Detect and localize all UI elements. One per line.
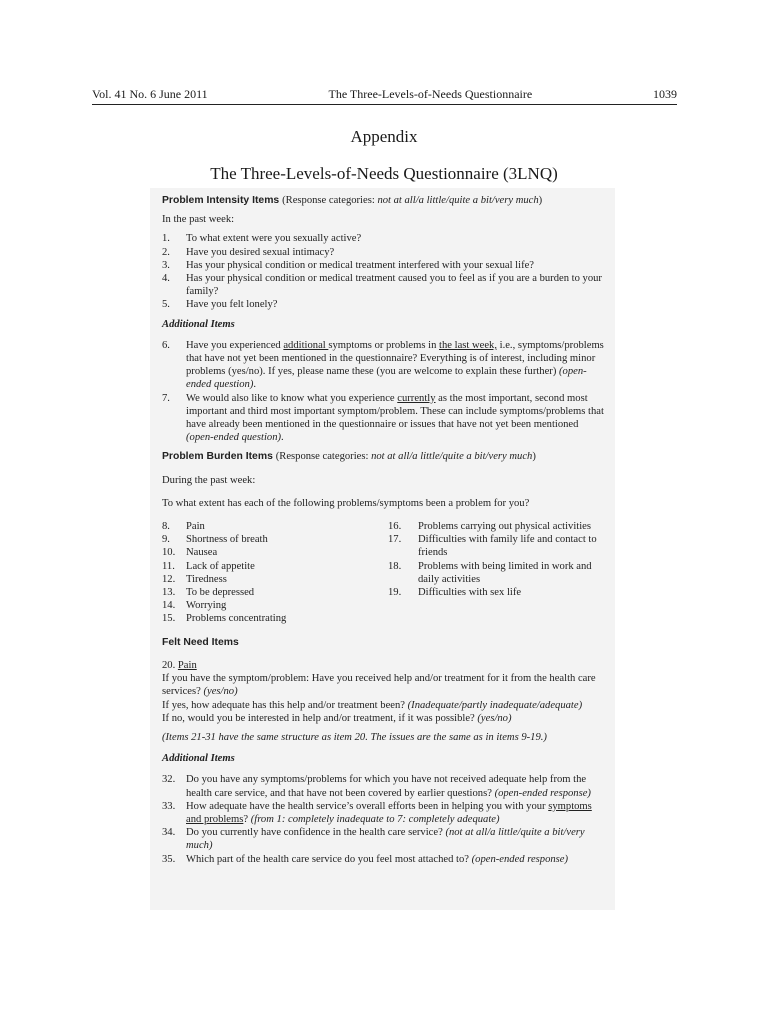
intensity-intro: In the past week:: [162, 214, 235, 226]
burden-heading-line: [162, 450, 604, 463]
list-item: 35. Which part of the health care service do you feel most attached to? (open-ended response): [162, 853, 569, 865]
page-number: 1039: [653, 87, 677, 101]
list-item: 32. Do you have any symptoms/problems for which you have not received adequate help from the health care service, and that have not been covered by earlier questions? (open-ended response): [162, 774, 591, 799]
additional-items-heading-2: Additional Items: [162, 753, 235, 765]
felt-note: (Items 21-31 have the same structure as item 20. The issues are the same as in items 9-19.): [162, 731, 547, 743]
intensity-response: (Response categories: not at all/a little/quite a bit/very much): [282, 195, 543, 206]
list-item: 8. Pain: [162, 521, 205, 533]
list-item: 3. Has your physical condition or medical treatment interfered with your sexual life?: [162, 259, 535, 271]
item-20: 20. Pain: [162, 659, 197, 671]
list-item: 4. Has your physical condition or medical treatment caused you to feel as if you are a burden to your family?: [162, 273, 602, 298]
questionnaire-title: The Three-Levels-of-Needs Questionnaire (3LNQ): [210, 164, 558, 183]
burden-items-left: [162, 520, 388, 626]
list-item: 2. Have you desired sexual intimacy?: [162, 246, 335, 258]
list-item: 5. Have you felt lonely?: [162, 299, 278, 311]
intensity-heading: Problem Intensity Items: [162, 195, 280, 206]
list-item: 16. Problems carrying out physical activities: [388, 521, 591, 533]
intensity-heading-line: [162, 194, 604, 207]
list-item: 34. Do you currently have confidence in the health care service? (not at all/a little/quite a bit/very much): [162, 827, 585, 852]
list-item: 11. Lack of appetite: [162, 560, 255, 572]
list-item: 15. Problems concentrating: [162, 613, 287, 625]
running-header: [92, 87, 677, 105]
appendix-title: Appendix: [350, 127, 418, 146]
list-item: 18. Problems with being limited in work and daily activities: [388, 560, 592, 585]
list-item: 9. Shortness of breath: [162, 534, 268, 546]
additional-items-heading: Additional Items: [162, 318, 235, 330]
list-item: 10. Nausea: [162, 547, 218, 559]
list-item: 12. Tiredness: [162, 573, 227, 585]
felt-line-2: If yes, how adequate has this help and/or treatment been? (Inadequate/partly inadequate/adequate): [162, 699, 583, 711]
burden-question: To what extent has each of the following problems/symptoms been a problem for you?: [162, 497, 530, 509]
list-item: 17. Difficulties with family life and contact to friends: [388, 534, 597, 559]
felt-line-1: If you have the symptom/problem: Have you received help and/or treatment for it from the health care services? (yes/no): [162, 673, 596, 698]
list-item: 14. Worrying: [162, 600, 227, 612]
burden-intro: During the past week:: [162, 474, 256, 486]
list-item: 6. Have you experienced additional symptoms or problems in the last week, i.e., symptoms/problems that have not yet been mentioned in the questionnaire? Everything is of interest, including minor problems (yes/no). If yes, please name these (you are welcome to explain these further) (open-ended question).: [162, 339, 604, 391]
journal-volume: Vol. 41 No. 6 June 2011: [92, 87, 208, 101]
list-item: 13. To be depressed: [162, 587, 255, 599]
burden-response: (Response categories: not at all/a little/quite a bit/very much): [275, 451, 536, 463]
list-item: 7. We would also like to know what you experience currently as the most important, second most important and third most important symptom/problem. These can include symptoms/problems that have already been mentioned in the questionnaire or issues that have not yet been mentioned (open-ended question).: [162, 392, 604, 444]
burden-items: [162, 520, 604, 626]
questionnaire-body: [162, 194, 604, 866]
list-item: 19. Difficulties with sex life: [388, 587, 522, 599]
list-item: 1. To what extent were you sexually active?: [162, 233, 362, 245]
burden-heading: Problem Burden Items: [162, 451, 273, 463]
running-title: The Three-Levels-of-Needs Questionnaire: [328, 87, 533, 101]
intensity-items: [162, 232, 604, 311]
felt-line-3: If no, would you be interested in help and/or treatment, if it was possible? (yes/no): [162, 712, 512, 724]
burden-items-right: [388, 520, 604, 626]
felt-need-heading: Felt Need Items: [162, 636, 239, 648]
list-item: 33. How adequate have the health service’s overall efforts been in helping you with your symptoms and problems? (from 1: completely inadequate to 7: completely adequate): [162, 800, 592, 825]
